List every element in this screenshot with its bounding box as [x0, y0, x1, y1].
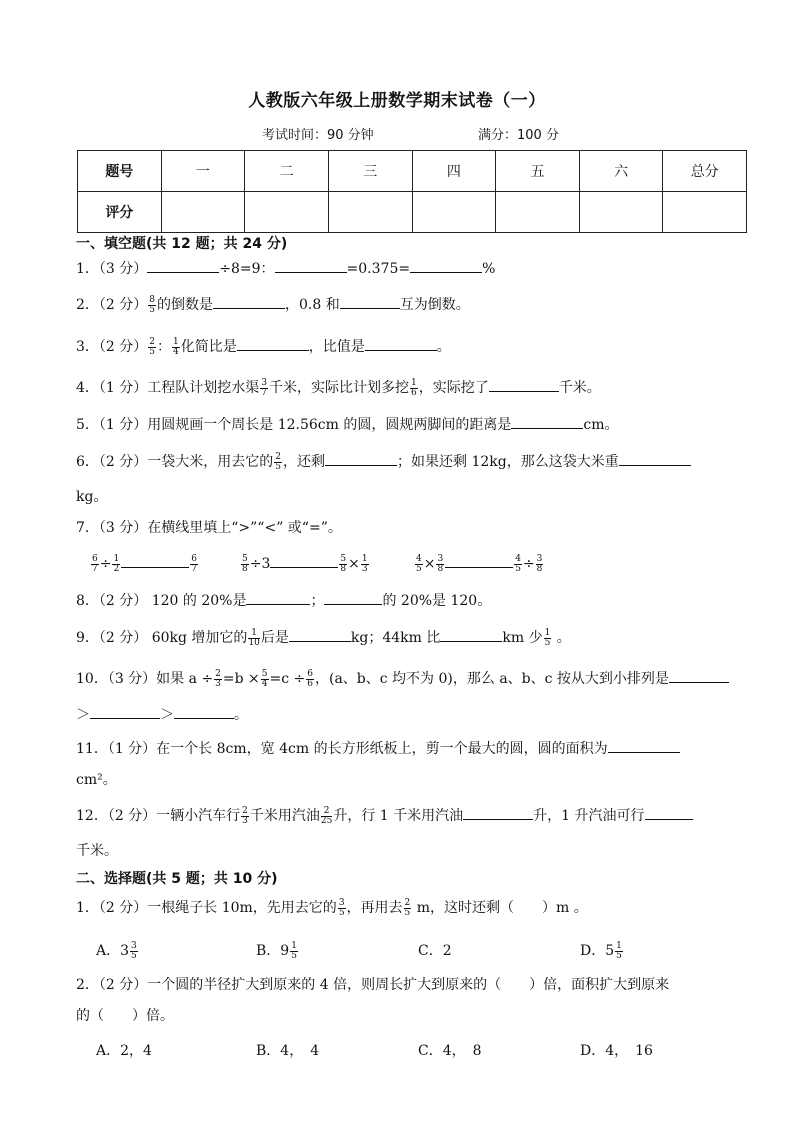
score-col-1: 一 [161, 151, 245, 192]
question-number: 12．（2 分） [76, 808, 157, 824]
question-2-1: 1．（2 分）一根绳子长 10m，先用去它的 $\frac{3}{5}$ ，再用去 $\frac{2}{5}$ m，这时还剩（ ）m 。 [76, 897, 588, 918]
question-text: ，实际挖了 [418, 380, 489, 396]
answer-blank[interactable] [147, 258, 219, 273]
score-table-header-row [78, 151, 747, 192]
answer-blank[interactable] [174, 704, 234, 719]
question-text: 的 20%是 120。 [382, 593, 492, 609]
fraction: $\frac{3}{7}$ [261, 377, 267, 398]
question-text: 工程队计划挖水渠 [147, 380, 260, 396]
question-number: 5．（1 分） [76, 417, 148, 433]
score-table-label-score: 评分 [78, 192, 162, 233]
fraction: $\frac{1}{6}$ [411, 377, 417, 398]
option-c[interactable]: C．4， 8 [418, 1043, 482, 1059]
question-2-2: 2．（2 分）一个圆的半径扩大到原来的 4 倍，则周长扩大到原来的（ ）倍，面积扩大到原来 [76, 977, 670, 993]
question-1-4 [76, 377, 601, 398]
question-text: 化简比是 [180, 339, 237, 355]
question-text: 。 [436, 339, 451, 355]
score-table [77, 150, 747, 233]
score-col-4: 四 [412, 151, 496, 192]
answer-blank[interactable] [440, 627, 502, 642]
answer-blank[interactable] [645, 805, 693, 820]
answer-blank[interactable] [608, 738, 680, 753]
question-text: 的倒数是 [157, 297, 213, 313]
answer-blank[interactable] [669, 668, 729, 683]
question-1-6 [76, 451, 691, 472]
question-1-12-cont: 千米。 [76, 843, 118, 859]
question-1-12: 12．（2 分）一辆小汽车行 $\frac{2}{3}$ 千米用汽油 $\frac{2}{25}$ 升，行 1 千米用汽油 升，1 升汽油可行 [76, 805, 693, 826]
question-text: kg；44km 比 [350, 630, 441, 646]
question-text: cm。 [583, 417, 619, 433]
answer-blank[interactable] [463, 805, 533, 820]
score-col-6: 六 [579, 151, 663, 192]
question-text: ，还剩 [283, 454, 325, 470]
question-text: kg。 [76, 489, 108, 505]
exam-title: 人教版六年级上册数学期末试卷（一） [248, 91, 546, 111]
question-text: 60kg 增加它的 [147, 630, 248, 646]
question-2-2-cont: 的（ ）倍。 [76, 1008, 174, 1024]
answer-blank[interactable] [213, 294, 285, 309]
fraction: $\frac{8}{5}$ [149, 294, 155, 315]
question-number: 3．（2 分） [76, 339, 148, 355]
option-d[interactable]: D．5 $\frac{1}{5}$ [580, 940, 622, 961]
score-cell[interactable] [328, 192, 412, 233]
option-d[interactable]: D．4， 16 [580, 1043, 653, 1059]
question-text: 后是 [260, 630, 289, 646]
option-a[interactable]: A．2，4 [96, 1043, 152, 1059]
answer-blank[interactable] [324, 590, 382, 605]
question-1-5 [76, 414, 619, 435]
answer-blank[interactable] [237, 336, 309, 351]
question-text: 互为倒数。 [399, 297, 470, 313]
option-c[interactable]: C．2 [418, 943, 452, 959]
question-number: 7．（3 分） [76, 520, 148, 536]
option-b[interactable]: B．9 $\frac{1}{5}$ [256, 940, 297, 961]
question-1-3: 3．（2 分） $\frac{2}{5}$ ： $\frac{1}{4}$ 化简比是 ，比值是 。 [76, 336, 451, 357]
question-text: ；如果还剩 12kg，那么这袋大米重 [397, 454, 619, 470]
answer-blank[interactable] [511, 414, 583, 429]
exam-full-score: 满分：100 分 [478, 128, 559, 143]
question-text: =0.375= [346, 261, 411, 277]
score-table-label-number: 题号 [78, 151, 162, 192]
question-number: 10．（3 分） [76, 671, 157, 687]
question-number: 4．（1 分） [76, 380, 148, 396]
question-1-9: 9．（2 分） 60kg 增加它的 $\frac{1}{10}$ 后是 kg；44km 比 km 少 $\frac{1}{5}$ 。 [76, 627, 571, 648]
question-1-2 [76, 294, 470, 315]
question-text: km 少 [502, 630, 543, 646]
score-cell[interactable] [245, 192, 329, 233]
fraction: $\frac{2}{5}$ [149, 336, 155, 357]
question-number: 1．（2 分） [76, 900, 148, 916]
answer-blank[interactable] [121, 553, 189, 568]
score-cell[interactable] [663, 192, 747, 233]
question-text: ÷8=9： [219, 261, 275, 277]
question-number: 11．（1 分） [76, 741, 157, 757]
question-number: 8．（2 分） [76, 593, 148, 609]
question-1-8 [76, 590, 491, 611]
question-1-11 [76, 738, 680, 759]
answer-blank[interactable] [410, 258, 482, 273]
score-col-3: 三 [328, 151, 412, 192]
fraction: $\frac{2}{5}$ [275, 451, 281, 472]
question-text: 一袋大米，用去它的 [147, 454, 274, 470]
section-1-title: 一、填空题(共 12 题；共 24 分) [76, 236, 288, 252]
score-cell[interactable] [161, 192, 245, 233]
answer-blank[interactable] [275, 258, 347, 273]
question-number: 1．（3 分） [76, 261, 148, 277]
score-cell[interactable] [496, 192, 580, 233]
question-1-11-cont: cm²。 [76, 772, 117, 788]
option-a[interactable]: A．3 $\frac{3}{5}$ [96, 940, 137, 961]
exam-time: 考试时间：90 分钟 [262, 128, 374, 143]
answer-blank[interactable] [90, 704, 160, 719]
answer-blank[interactable] [246, 590, 310, 605]
question-text: ，0.8 和 [285, 297, 340, 313]
question-text: ，(a、b、c 均不为 0)，那么 a、b、c 按从大到小排列是 [315, 671, 669, 687]
option-b[interactable]: B．4， 4 [256, 1043, 320, 1059]
question-1-10-cont: ＞ ＞ 。 [76, 704, 248, 725]
fraction: $\frac{1}{4}$ [173, 336, 179, 357]
question-text: 千米，实际比计划多挖 [269, 380, 409, 396]
answer-blank[interactable] [270, 553, 338, 568]
question-text: 用圆规画一个周长是 12.56cm 的圆，圆规两脚间的距离是 [147, 417, 512, 433]
question-number: 6．（2 分） [76, 454, 148, 470]
question-number: 2．（2 分） [76, 297, 148, 313]
question-text: 在一个长 8cm，宽 4cm 的长方形纸板上，剪一个最大的圆，圆的面积为 [156, 741, 608, 757]
score-col-total: 总分 [663, 151, 747, 192]
question-text: ； [310, 593, 325, 609]
score-cell[interactable] [412, 192, 496, 233]
question-text: % [482, 261, 496, 277]
answer-blank[interactable] [445, 553, 513, 568]
question-1-1 [76, 258, 495, 279]
question-1-7 [76, 518, 342, 538]
answer-blank[interactable] [489, 377, 559, 392]
question-1-6-cont [76, 487, 107, 507]
answer-blank[interactable] [325, 451, 397, 466]
score-col-5: 五 [496, 151, 580, 192]
score-col-2: 二 [245, 151, 329, 192]
answer-blank[interactable] [365, 336, 437, 351]
compare-item-3: $\frac{4}{5}$ × $\frac{3}{8}$ $\frac{4}{5}$ ÷ $\frac{3}{8}$ [416, 553, 543, 574]
question-1-10: 10．（3 分）如果 a ÷ $\frac{2}{3}$ =b × $\frac{5}{4}$ =c ÷ $\frac{6}{6}$ ，(a、b、c 均不为 0)，那么 a、b、c 按从大到小排列是 [76, 668, 729, 689]
answer-blank[interactable] [289, 627, 351, 642]
score-table-score-row [78, 192, 747, 233]
answer-blank[interactable] [619, 451, 691, 466]
answer-blank[interactable] [340, 294, 400, 309]
compare-item-2: $\frac{5}{8}$ ÷3 $\frac{5}{8}$ × $\frac{1}{3}$ [242, 553, 368, 574]
question-text: 120 的 20%是 [147, 593, 247, 609]
question-number: 2．（2 分） [76, 977, 148, 993]
score-cell[interactable] [579, 192, 663, 233]
question-number: 9．（2 分） [76, 630, 148, 646]
question-text: 千米。 [558, 380, 601, 396]
compare-item-1: $\frac{6}{7}$ ÷ $\frac{1}{2}$ $\frac{6}{7}$ [92, 553, 197, 574]
section-2-title: 二、选择题(共 5 题；共 10 分) [76, 871, 278, 887]
question-text: 在横线里填上“>”“<” 或“=”。 [147, 520, 342, 536]
question-text: ，比值是 [308, 339, 365, 355]
